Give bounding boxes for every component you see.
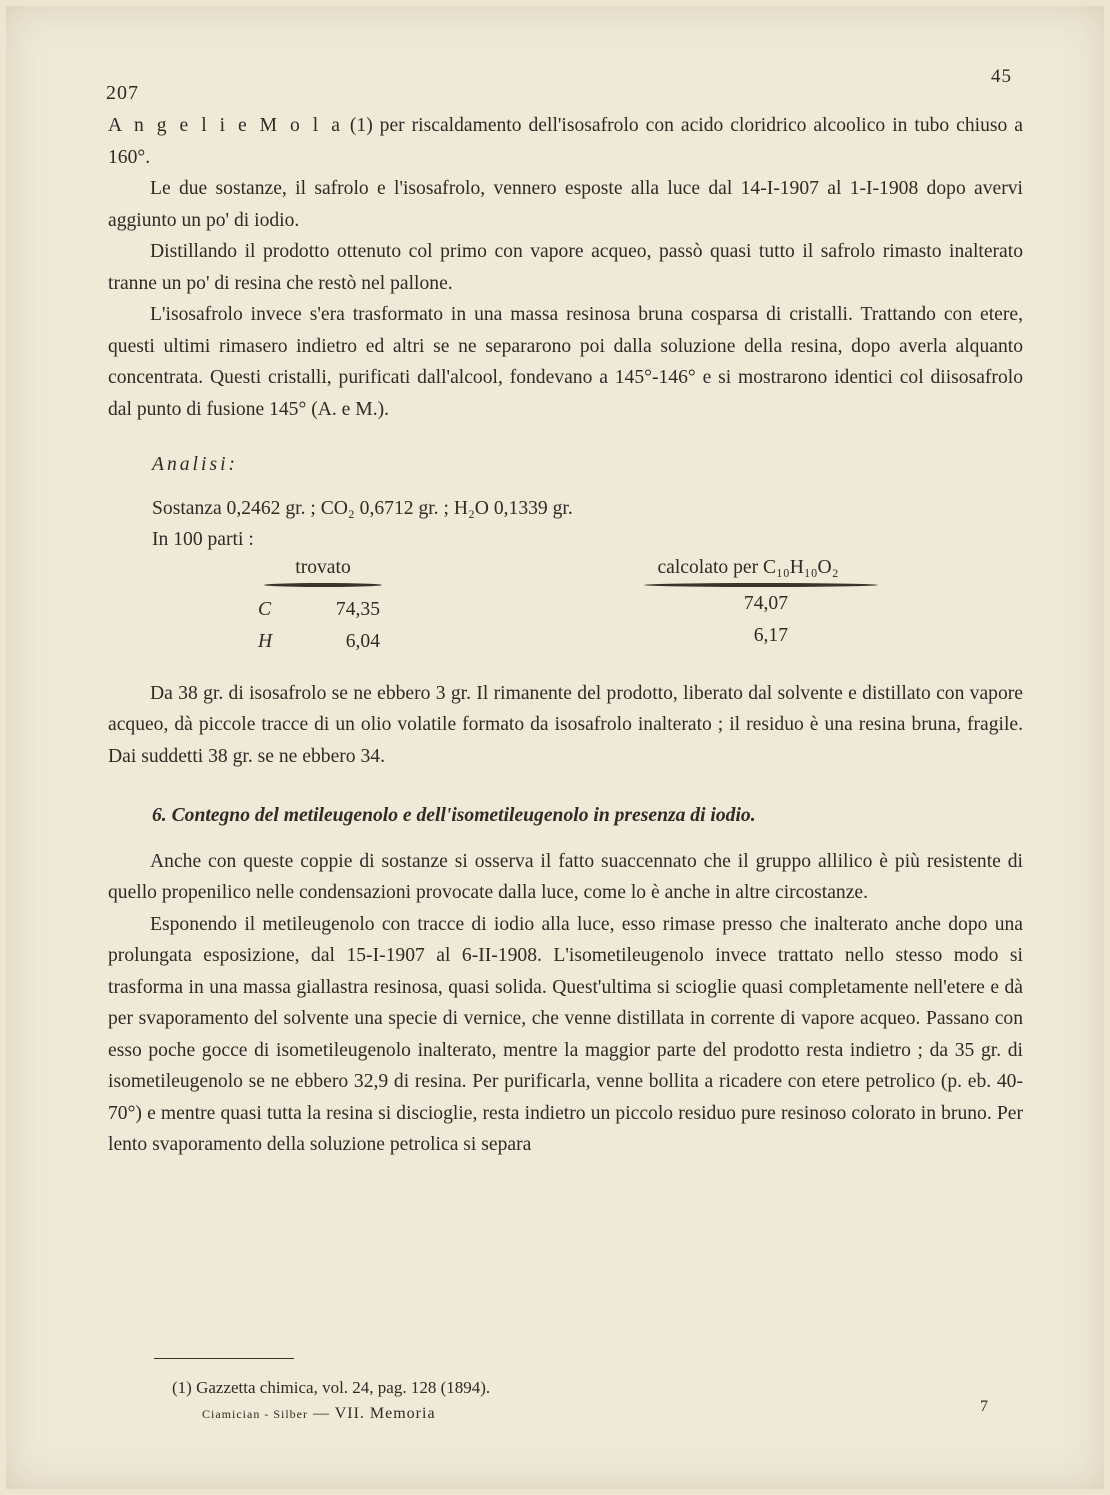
paragraph-1-text: (1) per riscaldamento dell'isosafrolo con acido cloridrico alcoolico in tubo chiuso a 160°.: [108, 115, 1023, 168]
analysis-line-1: Sostanza 0,2462 gr. ; CO₂ 0,6712 gr. ; H₂O 0,1339 gr.: [152, 497, 573, 519]
signature: [202, 1405, 436, 1423]
paragraph-3: Distillando il prodotto ottenuto col primo con vapore acqueo, passò quasi tutto il safrolo rimasto inalterato tranne un po' di resina che restò nel pallone.: [108, 241, 1023, 294]
section-title: 6. Contegno del metileugenolo e dell'isometileugenolo in presenza di iodio.: [152, 805, 756, 826]
section-paragraph-2: Esponendo il metileugenolo con tracce di iodio alla luce, esso rimase presso che inalterato anche dopo una prolungata esposizione, dal 15-I-1907 al 6-II-1908. L'isometileugenolo invece trattato nello stesso modo si trasforma in una massa giallastra resinosa, quasi solida. Quest'ultima si scioglie quasi completamente nell'etere e dà per svaporamento del solvente una specie di vernice, che venne distillata in corrente di vapore acqueo. Passano con esso poche gocce di isometileugenolo inalterato, mentre la maggior parte del prodotto resta indietro ; da 35 gr. di isometileugenolo se ne ebbero 32,9 di resina. Per purificarla, venne bollita a ricadere con etere petrolico (p. eb. 40-70°) e mentre quasi tutta la resina si discioglie, resta indietro un piccolo residuo pure resinoso colorato in bruno. Per lento svaporamento della soluzione petrolica si separa: [108, 913, 1023, 1155]
footnote-rule: [154, 1358, 294, 1359]
authors: A n g e l i e M o l a: [108, 115, 343, 136]
calc-label: calcolato per C₁₀H₁₀O₂: [657, 556, 839, 578]
paragraph-1: [108, 110, 1023, 173]
signature-name: Ciamician - Silber: [202, 1407, 308, 1421]
found-label: trovato: [295, 556, 351, 578]
calc-value: 74,07: [743, 592, 788, 614]
page-number-left: 207: [106, 82, 139, 104]
signature-rest: — VII. Memoria: [307, 1405, 436, 1422]
row-found-c: [258, 594, 388, 626]
page-number: 7: [980, 1398, 988, 1415]
analysis-table: [108, 556, 1023, 664]
page: [6, 6, 1104, 1489]
found-value: 6,04: [345, 630, 380, 652]
section-paragraph-1: Anche con queste coppie di sostanze si osserva il fatto suaccennato che il gruppo allilico è più resistente di quello propenilico nelle condensazioni provocate dalla luce, come lo è anche in altre circostanze.: [108, 850, 1023, 903]
analysis-line-2: In 100 parti :: [152, 529, 254, 550]
found-brace: [264, 583, 382, 587]
paragraph-4: L'isosafrolo invece s'era trasformato in una massa resinosa bruna cosparsa di cristalli. Trattando con etere, questi ultimi rimasero indietro ed altri se ne separarono poi dalla soluzione della resina, dopo averla alquanto concentrata. Questi cristalli, purificati dall'alcool, fondevano a 145°-146° e si mostrarono identici col diisosafrolo dal punto di fusione 145° (A. e M.).: [108, 304, 1023, 420]
element-symbol: H: [258, 630, 273, 652]
body-text: [108, 110, 1023, 1161]
found-value: 74,35: [335, 598, 380, 620]
row-found-h: [258, 626, 388, 658]
analysis-heading: Analisi:: [152, 454, 239, 475]
paragraph-2: Le due sostanze, il safrolo e l'isosafrolo, vennero esposte alla luce dal 14-I-1907 al 1-I-1908 dopo avervi aggiunto un po' di iodio.: [108, 178, 1023, 231]
footnote: (1) Gazzetta chimica, vol. 24, pag. 128 (1894).: [172, 1378, 491, 1397]
page-number-right: 45: [991, 66, 1012, 87]
calc-brace: [644, 583, 878, 587]
paragraph-5: Da 38 gr. di isosafrolo se ne ebbero 3 gr. Il rimanente del prodotto, liberato dal solvente e distillato con vapore acqueo, dà piccole tracce di un olio volatile formato da isosafrolo inalterato ; il residuo è una resina bruna, fragile. Dai suddetti 38 gr. se ne ebbero 34.: [108, 682, 1023, 767]
calc-value: 6,17: [753, 624, 788, 646]
element-symbol: C: [258, 598, 272, 620]
